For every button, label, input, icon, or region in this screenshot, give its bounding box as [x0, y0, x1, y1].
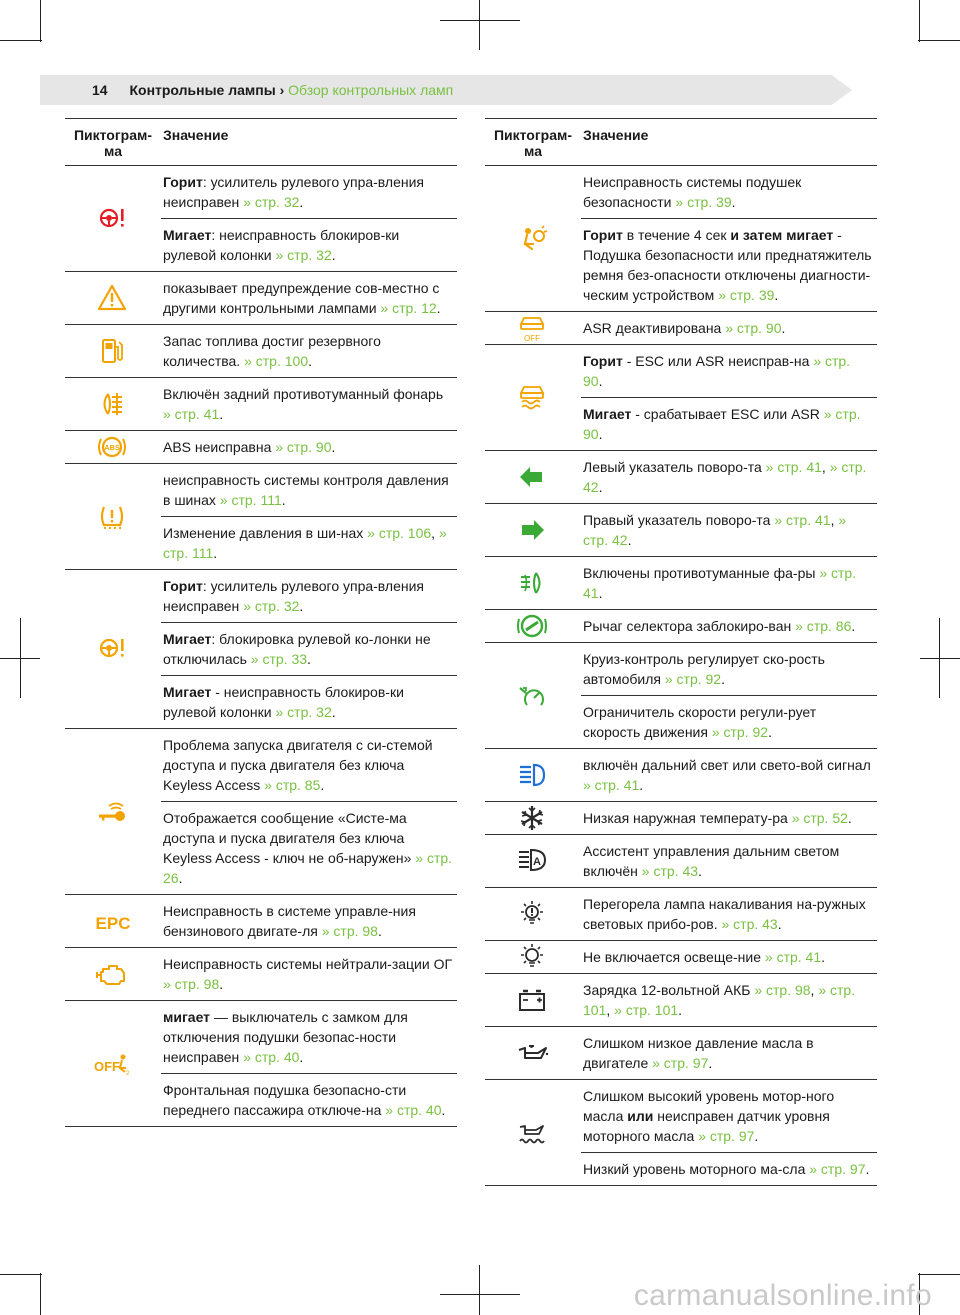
battery-icon	[485, 974, 581, 1026]
description-text: .	[331, 704, 336, 720]
meaning-column-header: Значение	[583, 127, 649, 143]
description-text: Отображается сообщение «Систе-ма доступа и пуска двигателя без ключа Keyless Access - ключ не об-наружен»	[163, 810, 416, 866]
icon-column-header: Пиктограм-ма	[73, 127, 153, 159]
description-cells	[581, 1080, 877, 1185]
emphasis-text: и затем мигает	[730, 227, 834, 243]
description-cells	[581, 557, 877, 609]
description-text: Ассистент управления дальним светом включён	[583, 843, 840, 879]
description-cell	[161, 801, 457, 894]
svg-text:OFF: OFF	[524, 334, 540, 343]
bulb-warning-icon	[485, 888, 581, 940]
steering-warning-icon	[65, 570, 161, 728]
table-row	[485, 312, 877, 345]
description-cell	[581, 218, 877, 311]
emphasis-text: Мигает	[583, 406, 632, 422]
page-reference-link[interactable]: » стр. 26	[163, 850, 453, 886]
table-row	[65, 570, 457, 729]
description-text: Круиз-контроль регулирует ско-рость автомобиля	[583, 651, 825, 687]
description-text: Неисправность в системе управле-ния бензинового двигате-ля	[163, 903, 416, 939]
page-reference-link[interactable]: » стр. 86	[795, 618, 852, 634]
description-text: .	[299, 598, 304, 614]
table-row	[65, 1001, 457, 1127]
description-text: - ESC или ASR неисправ-на	[622, 353, 814, 369]
description-text: неисправность системы контроля давления в шинах	[163, 472, 449, 508]
description-text: .	[768, 724, 772, 740]
page-reference-link[interactable]: » стр. 39	[718, 287, 775, 303]
page-reference-link[interactable]: » стр. 98	[754, 982, 811, 998]
page-reference-link[interactable]: » стр. 32	[275, 704, 332, 720]
description-cell	[161, 729, 457, 801]
description-text: ,	[810, 982, 819, 998]
crop-mark	[919, 0, 920, 42]
tire-pressure-icon	[65, 464, 161, 569]
front-fog-light-icon	[485, 557, 581, 609]
description-cell	[161, 166, 457, 218]
page-reference-link[interactable]: » стр. 39	[675, 194, 732, 210]
description-cell	[161, 218, 457, 271]
description-text: .	[299, 1049, 304, 1065]
table-row	[485, 802, 877, 835]
crop-mark	[40, 1273, 41, 1315]
page-reference-link[interactable]: » стр. 106	[367, 525, 432, 541]
description-text: .	[639, 777, 644, 793]
page-reference-link[interactable]: » стр. 111	[163, 525, 447, 561]
airbag-icon	[485, 166, 581, 311]
svg-text:ABS: ABS	[104, 443, 120, 452]
description-text: .	[299, 194, 304, 210]
table-row	[485, 610, 877, 643]
page-reference-link[interactable]: » стр. 32	[275, 247, 332, 263]
description-cell	[161, 516, 457, 569]
description-text: в течение 4 сек	[622, 227, 731, 243]
epc-icon	[65, 895, 161, 947]
description-text: Левый указатель поворо-та	[583, 459, 766, 475]
description-cells	[161, 325, 457, 377]
description-cell	[161, 464, 457, 516]
description-cell	[581, 643, 877, 695]
description-text: .	[698, 863, 702, 879]
description-text: .	[708, 1055, 713, 1071]
description-text: .	[821, 949, 826, 965]
description-cell	[161, 378, 457, 430]
right-table	[485, 118, 877, 1186]
description-text: .	[627, 532, 632, 548]
description-cells	[581, 802, 877, 834]
table-row	[65, 464, 457, 570]
table-row	[65, 729, 457, 895]
emphasis-text: Мигает	[163, 631, 212, 647]
page-reference-link[interactable]: » стр. 43	[641, 863, 699, 879]
description-cells	[581, 451, 877, 503]
description-cell	[581, 451, 877, 503]
icon-column-header: Пиктограм-ма	[493, 127, 573, 159]
description-text: .	[331, 247, 336, 263]
meaning-column-header: Значение	[163, 127, 229, 143]
crop-mark	[918, 1274, 960, 1275]
description-text: : блокировка рулевой ко-лонки не отключилась	[163, 631, 431, 667]
description-cells	[161, 431, 457, 463]
description-cell	[581, 166, 877, 218]
cruise-control-icon	[485, 643, 581, 748]
description-cell	[581, 557, 877, 609]
svg-text:2: 2	[126, 1070, 130, 1077]
description-cell	[581, 1152, 877, 1185]
description-text: .	[308, 353, 312, 369]
page-reference-link[interactable]: » стр. 98	[163, 976, 220, 992]
page-reference-link[interactable]: » стр. 85	[264, 777, 321, 793]
description-text: Слишком низкое давление масла в двигателе	[583, 1035, 814, 1071]
description-cells	[581, 749, 877, 801]
description-cells	[161, 570, 457, 728]
description-text: : усилитель рулевого упра-вления неисправен	[163, 578, 425, 614]
description-cell	[161, 675, 457, 728]
page-header	[92, 82, 453, 98]
table-row	[65, 948, 457, 1001]
crop-mark	[0, 40, 42, 41]
rear-fog-light-icon	[65, 378, 161, 430]
description-text: Включены противотуманные фа-ры	[583, 565, 820, 581]
description-cell	[161, 895, 457, 947]
page-reference-link[interactable]: » стр. 41	[583, 777, 640, 793]
page-reference-link[interactable]: » стр. 90	[583, 353, 851, 389]
page-reference-link[interactable]: » стр. 101	[583, 982, 856, 1018]
table-row	[485, 345, 877, 451]
page-reference-link[interactable]: » стр. 41	[765, 459, 822, 475]
emphasis-text: или	[627, 1108, 654, 1124]
description-text: — выключатель с замком для отключения подушки безопас-ности неисправен	[163, 1009, 408, 1065]
table-row	[485, 974, 877, 1027]
table-row	[485, 1027, 877, 1080]
description-text: .	[731, 194, 736, 210]
description-text: Низкий уровень моторного ма-сла	[583, 1161, 810, 1177]
description-cells	[581, 643, 877, 748]
description-text: .	[178, 870, 183, 886]
description-cells	[161, 464, 457, 569]
description-cell	[581, 504, 877, 556]
description-text: ABS неисправна	[163, 439, 276, 455]
description-text: .	[436, 300, 441, 316]
page-reference-link[interactable]: » стр. 42	[583, 459, 867, 495]
description-text: .	[774, 287, 779, 303]
description-text: .	[598, 373, 603, 389]
description-text: .	[865, 1161, 870, 1177]
turn-left-icon	[485, 451, 581, 503]
emphasis-text: мигает	[163, 1009, 211, 1025]
table-row	[485, 835, 877, 888]
description-cells	[581, 888, 877, 940]
page-reference-link[interactable]: » стр. 111	[219, 492, 282, 508]
svg-text:EPC: EPC	[96, 914, 130, 933]
description-cell	[581, 1080, 877, 1152]
airbag-off-icon	[65, 1001, 161, 1126]
esc-icon	[485, 345, 581, 450]
page-reference-link[interactable]: » стр. 90	[583, 406, 861, 442]
page-reference-link[interactable]: » стр. 40	[385, 1102, 442, 1118]
emphasis-text: Горит	[583, 227, 623, 243]
description-text: .	[307, 651, 311, 667]
description-cells	[161, 729, 457, 894]
description-cells	[581, 166, 877, 311]
breadcrumb-separator: ›	[279, 82, 285, 98]
page-reference-link[interactable]: » стр. 97	[698, 1128, 755, 1144]
description-text: показывает предупреждение сов-местно с другими контрольными лампами	[163, 280, 440, 316]
description-cell	[581, 345, 877, 397]
description-cell	[161, 1073, 457, 1126]
bulb-icon	[485, 941, 581, 973]
description-cell	[581, 835, 877, 887]
description-text: .	[678, 1002, 683, 1018]
description-cell	[581, 941, 877, 973]
description-cells	[581, 610, 877, 642]
description-text: .	[441, 1102, 446, 1118]
oil-can-icon	[485, 1027, 581, 1079]
left-table	[65, 118, 457, 1127]
crop-mark	[0, 1274, 42, 1275]
page-reference-link[interactable]: » стр. 43	[721, 916, 778, 932]
watermark: carmanualsonline.info	[633, 1279, 932, 1312]
page-reference-link[interactable]: » стр. 12	[380, 300, 437, 316]
turn-right-icon	[485, 504, 581, 556]
table-row	[485, 888, 877, 941]
page-reference-link[interactable]: » стр. 92	[664, 671, 722, 687]
description-cell	[161, 325, 457, 377]
description-cell	[581, 749, 877, 801]
svg-text:OFF: OFF	[94, 1058, 120, 1074]
description-text: Изменение давления в ши-нах	[163, 525, 368, 541]
table-row	[65, 272, 457, 325]
crop-mark	[479, 1265, 480, 1315]
description-text: Неисправность системы подушек безопасности	[583, 174, 802, 210]
description-cells	[581, 504, 877, 556]
page-number: 14	[92, 82, 108, 98]
description-cell	[161, 622, 457, 675]
description-text: .	[598, 585, 603, 601]
description-text: Фронтальная подушка безопасно-сти переднего пассажира отключе-на	[163, 1082, 407, 1118]
snowflake-icon	[485, 802, 581, 834]
description-text: .	[213, 545, 218, 561]
description-text: .	[721, 671, 725, 687]
description-cells	[581, 345, 877, 450]
description-text: включён дальний свет или свето-вой сигнал	[583, 757, 871, 773]
emphasis-text: Горит	[163, 578, 203, 594]
page-reference-link[interactable]: » стр. 41	[163, 406, 220, 422]
keyless-key-icon	[65, 729, 161, 894]
crop-mark	[440, 1294, 520, 1295]
description-cell	[161, 272, 457, 324]
description-text: Низкая наружная температу-ра	[583, 810, 792, 826]
description-text: ,	[821, 459, 830, 475]
description-text: - Подушка безопасности или преднатяжитель ремня без-опасности отключены диагности-ческим устройством	[583, 227, 872, 303]
page-reference-link[interactable]: » стр. 32	[243, 598, 300, 614]
description-text: .	[851, 618, 856, 634]
description-cells	[581, 1027, 877, 1079]
description-text: : усилитель рулевого упра-вления неисправен	[163, 174, 425, 210]
crop-mark	[440, 20, 520, 21]
description-text: неисправен датчик уровня моторного масла	[583, 1108, 830, 1144]
description-cell	[161, 570, 457, 622]
description-text: .	[598, 426, 603, 442]
description-cell	[161, 1001, 457, 1073]
description-text: .	[281, 492, 286, 508]
svg-text:A: A	[533, 856, 541, 868]
description-text: .	[598, 479, 603, 495]
description-text: .	[847, 810, 852, 826]
crop-mark	[918, 40, 960, 41]
description-text: - срабатывает ESC или ASR	[631, 406, 824, 422]
description-text: Включён задний противотуманный фонарь	[163, 386, 444, 402]
description-text: .	[331, 439, 336, 455]
warning-triangle-icon	[65, 272, 161, 324]
emphasis-text: Горит	[163, 174, 203, 190]
description-cell	[581, 312, 877, 344]
page-reference-link[interactable]: » стр. 41	[764, 949, 822, 965]
breadcrumb-link[interactable]: Обзор контрольных ламп	[288, 82, 454, 98]
description-text: : неисправность блокиров-ки рулевой колонки	[163, 227, 400, 263]
emphasis-text: Мигает	[163, 227, 212, 243]
description-text: - неисправность блокиров-ки рулевой колонки	[163, 684, 404, 720]
page-reference-link[interactable]: » стр. 97	[652, 1055, 709, 1071]
asr-off-icon	[485, 312, 581, 344]
page-reference-link[interactable]: » стр. 90	[725, 320, 782, 336]
table-row	[65, 166, 457, 272]
description-text: Неисправность системы нейтрали-зации ОГ	[163, 956, 453, 972]
crop-mark	[920, 658, 960, 659]
table-row	[485, 504, 877, 557]
description-cells	[581, 941, 877, 973]
page-reference-link[interactable]: » стр. 100	[244, 353, 309, 369]
description-cells	[161, 895, 457, 947]
page-reference-link[interactable]: » стр. 33	[250, 651, 308, 667]
description-cells	[581, 312, 877, 344]
description-cells	[581, 835, 877, 887]
description-cell	[581, 888, 877, 940]
description-text: .	[377, 923, 382, 939]
description-cells	[161, 1001, 457, 1126]
description-text: ,	[606, 1002, 615, 1018]
table-header	[65, 118, 457, 166]
abs-icon	[65, 431, 161, 463]
crop-mark	[0, 658, 40, 659]
description-text: ,	[830, 512, 839, 528]
description-text: .	[320, 777, 325, 793]
description-text: Проблема запуска двигателя с си-стемой доступа и пуска двигателя без ключа Keyless Access	[163, 737, 433, 793]
table-row	[485, 749, 877, 802]
page-reference-link[interactable]: » стр. 98	[321, 923, 378, 939]
table-row	[485, 941, 877, 974]
crop-mark	[40, 0, 41, 42]
description-cell	[161, 948, 457, 1000]
description-cells	[161, 272, 457, 324]
description-cell	[581, 610, 877, 642]
high-beam-icon	[485, 749, 581, 801]
page-reference-link[interactable]: » стр. 41	[774, 512, 831, 528]
description-text: Запас топлива достиг резервного количества.	[163, 333, 381, 369]
oil-level-icon	[485, 1080, 581, 1185]
table-row	[65, 378, 457, 431]
page-reference-link[interactable]: » стр. 42	[583, 512, 847, 548]
description-text: Правый указатель поворо-та	[583, 512, 775, 528]
description-text: Зарядка 12-вольтной АКБ	[583, 982, 755, 998]
steering-warning-icon	[65, 166, 161, 271]
description-text: Перегорела лампа накаливания на-ружных световых прибо-ров.	[583, 896, 866, 932]
high-beam-assist-icon	[485, 835, 581, 887]
page-reference-link[interactable]: » стр. 97	[809, 1161, 866, 1177]
description-cells	[161, 948, 457, 1000]
table-row	[65, 325, 457, 378]
table-row	[485, 166, 877, 312]
description-text: .	[777, 916, 782, 932]
crop-mark	[479, 0, 480, 50]
description-text: Слишком высокий уровень мотор-ного масла	[583, 1088, 835, 1124]
table-row	[65, 895, 457, 948]
description-text: .	[754, 1128, 759, 1144]
table-row	[485, 1080, 877, 1186]
description-text: ASR деактивирована	[583, 320, 726, 336]
description-cell	[161, 431, 457, 463]
table-row	[65, 431, 457, 464]
fuel-pump-icon	[65, 325, 161, 377]
emphasis-text: Горит	[583, 353, 623, 369]
page-reference-link[interactable]: » стр. 40	[243, 1049, 300, 1065]
description-text: .	[781, 320, 786, 336]
table-header	[485, 118, 877, 166]
description-text: .	[219, 406, 224, 422]
description-text: .	[219, 976, 224, 992]
description-cells	[581, 974, 877, 1026]
emphasis-text: Мигает	[163, 684, 212, 700]
page-reference-link[interactable]: » стр. 101	[614, 1002, 679, 1018]
description-cells	[161, 378, 457, 430]
description-text: Ограничитель скорости регули-рует скорость движения	[583, 704, 817, 740]
section-title: Контрольные лампы	[129, 82, 276, 98]
description-cell	[581, 802, 877, 834]
description-cell	[581, 397, 877, 450]
description-cells	[161, 166, 457, 271]
engine-icon	[65, 948, 161, 1000]
description-text: ,	[431, 525, 439, 541]
table-row	[485, 643, 877, 749]
description-text: Рычаг селектора заблокиро-ван	[583, 618, 796, 634]
page-reference-link[interactable]: » стр. 32	[243, 194, 300, 210]
page-reference-link[interactable]: » стр. 52	[791, 810, 848, 826]
description-text: Не включается освеще-ние	[583, 949, 765, 965]
table-row	[485, 557, 877, 610]
description-cell	[581, 974, 877, 1026]
page-reference-link[interactable]: » стр. 92	[711, 724, 769, 740]
description-cell	[581, 1027, 877, 1079]
page-reference-link[interactable]: » стр. 90	[275, 439, 332, 455]
description-cell	[581, 695, 877, 748]
table-row	[485, 451, 877, 504]
page-reference-link[interactable]: » стр. 41	[583, 565, 857, 601]
selector-lever-icon	[485, 610, 581, 642]
